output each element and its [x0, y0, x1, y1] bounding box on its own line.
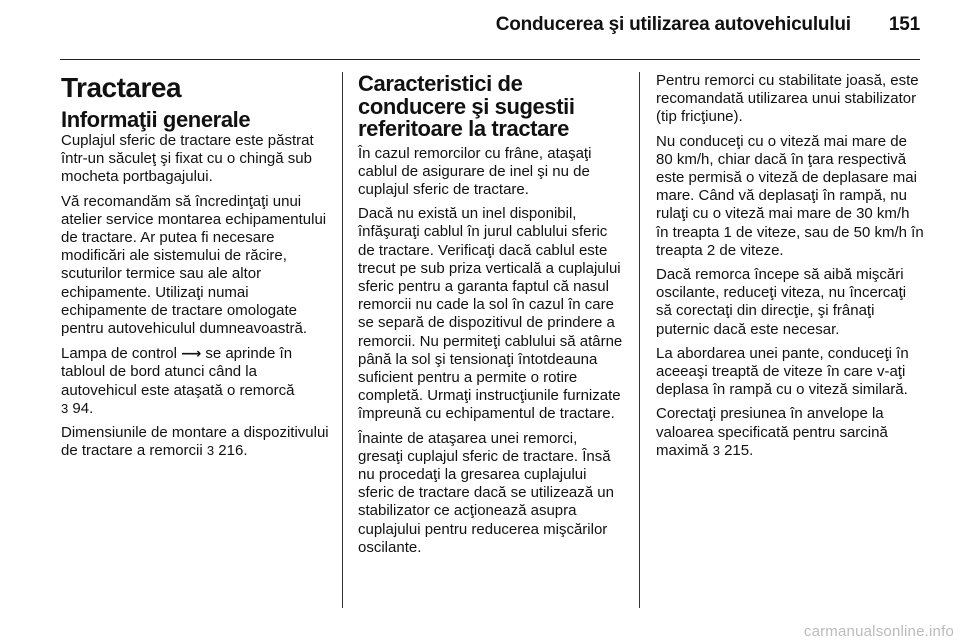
page-reference[interactable] [713, 442, 754, 459]
page-number: 151 [888, 14, 920, 35]
paragraph: În cazul remorcilor cu frâne, ataşaţi cablul de asigurare de inel şi nu de cuplajul sferic de tractare. [358, 144, 592, 198]
paragraph [61, 344, 329, 418]
section-title: Tractarea [61, 72, 182, 103]
trailer-lamp-icon: ⟶ [181, 345, 202, 362]
watermark: carmanualsonline.info [803, 623, 954, 640]
paragraph: Cuplajul sferic de tractare este păstrat într-un săculeţ şi fixat cu o chingă sub mocheta portbagajului. [61, 132, 314, 186]
reference-page: 94. [72, 399, 94, 417]
column-3 [656, 72, 924, 466]
paragraph: La abordarea unei pante, conduceţi în aceeaşi treaptă de viteze în care v-aţi deplasa în rampă cu o viteză similară. [656, 344, 909, 399]
page-reference[interactable] [61, 400, 93, 417]
reference-page: 215. [724, 441, 754, 459]
section-title: Caracteristici de conducere şi sugestii referitoare la tractare [358, 71, 575, 141]
reference-arrow-icon: 3 [206, 443, 215, 459]
paragraph: Vă recomandăm să încredinţaţi unui atelier service montarea echipamentului de tractare. Ar putea fi necesare modificări ale sistemului de răcire, scuturilor termice sau ale altor echipamente. Utilizaţi numai echipamente de tractare omologate pentru autovehiculul dumneavoastră. [61, 192, 327, 338]
page-reference[interactable] [207, 442, 248, 459]
column-2 [358, 72, 626, 563]
reference-arrow-icon: 3 [712, 442, 720, 458]
paragraph: Dacă remorca începe să aibă mişcări oscilante, reduceţi viteza, nu încercaţi să corectaţi din direcţie, şi frânaţi puternic dacă este necesar. [656, 266, 907, 338]
paragraph [61, 424, 329, 460]
reference-arrow-icon: 3 [61, 400, 69, 416]
paragraph-text: Corectaţi presiunea în anvelope la valoarea specificată pentru sarcină maximă [656, 405, 888, 459]
column-1 [61, 72, 329, 466]
reference-page: 216. [218, 442, 248, 460]
header-title: Conducerea şi utilizarea autovehiculului [495, 14, 851, 35]
paragraph-text: Dimensiunile de montare a dispozitivului de tractare a remorcii [61, 424, 329, 460]
column-divider-2 [639, 72, 640, 608]
paragraph: Nu conduceţi cu o viteză mai mare de 80 km/h, chiar dacă în ţara respectivă este permisă o viteză de deplasare mai mare. Când vă deplasaţi în rampă, nu rulaţi cu o viteză mai mare de 30 km/h în treapta 1 de viteze, sau de 50 km/h în treapta 2 de viteze. [656, 132, 924, 259]
subsection-title: Informaţii generale [61, 107, 251, 132]
paragraph-text: Lampa de control [61, 345, 177, 363]
paragraph: Dacă nu există un inel disponibil, înfăşuraţi cablul în jurul cablului sferic de tractare. Verificaţi dacă cablul este trecut pe sub priza verticală a cuplajului sferic pentru a garanta faptul că nasul remorcii nu cade la sol în cazul în care se separă de dispozitivul de prindere a remorcii. Nu permiteţi cablului să atârne până la sol şi tensionaţi întotdeauna suficient pentru a permite o rotire completă. Urmaţi instrucţiunile furnizate împreună cu echipamentul de tractare. [358, 205, 623, 423]
page-header [496, 14, 920, 36]
paragraph-text: se aprinde în tabloul de bord atunci când la autovehicul este ataşată o remorcă [61, 345, 295, 399]
column-divider-1 [342, 72, 343, 608]
header-rule [60, 59, 920, 60]
paragraph: Înainte de ataşarea unei remorci, gresaţi cuplajul sferic de tractare. Însă nu procedaţi la gresarea cuplajului sferic de tractare dacă se utilizează un stabilizator ce acţionează asupra cuplajului pentru reducerea mişcărilor oscilante. [358, 429, 614, 556]
paragraph [656, 405, 924, 460]
paragraph: Pentru remorci cu stabilitate joasă, este recomandată utilizarea unui stabilizator (tip fricţiune). [656, 72, 919, 126]
